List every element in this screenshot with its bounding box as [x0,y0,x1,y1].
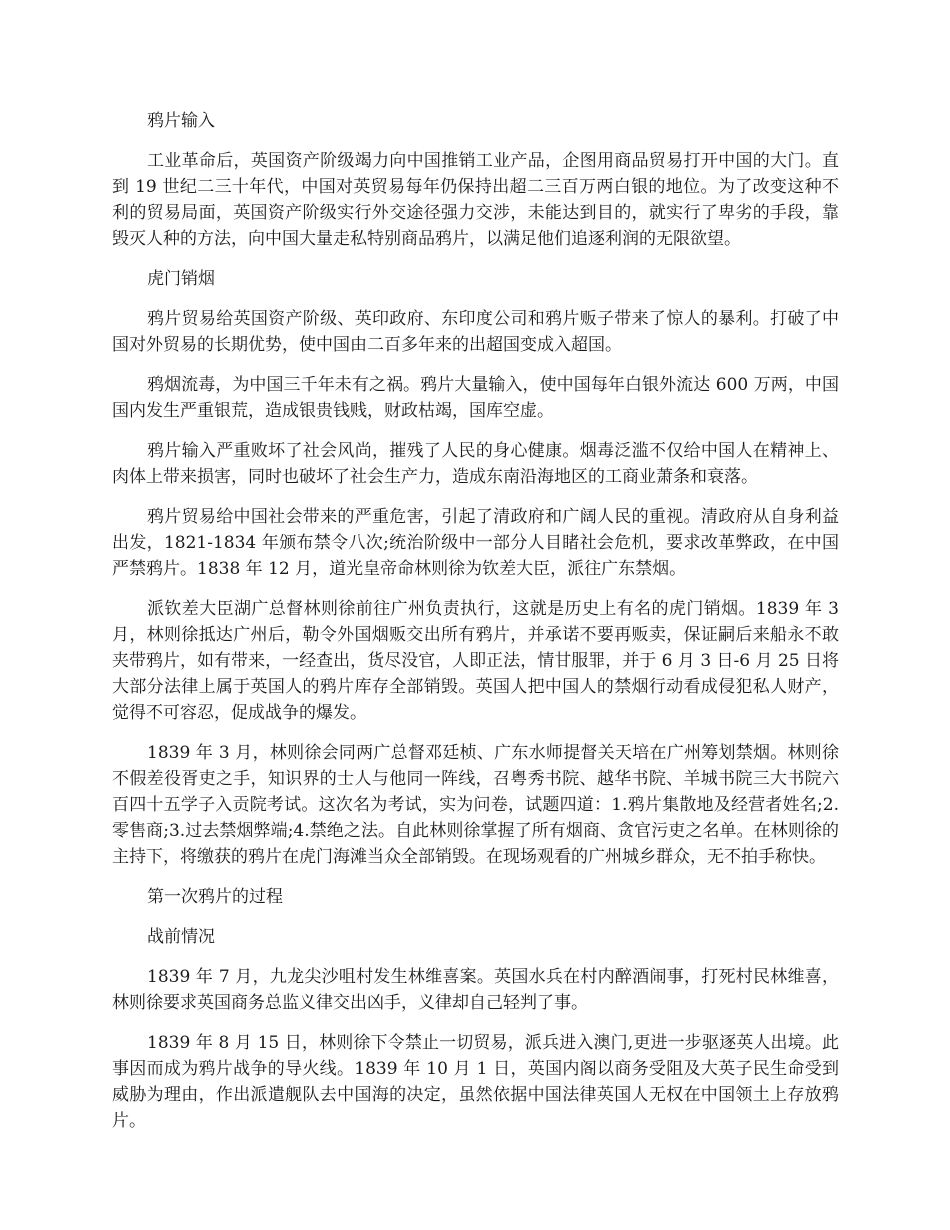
paragraph: 鸦烟流毒，为中国三千年未有之祸。鸦片大量输入，使中国每年白银外流达 600 万两，中国国内发生严重银荒，造成银贵钱贱，财政枯竭，国库空虚。 [112,375,839,421]
paragraph: 工业革命后，英国资产阶级竭力向中国推销工业产品，企图用商品贸易打开中国的大门。直到 19 世纪二三十年代，中国对英贸易每年仍保持出超二三百万两白银的地位。为了改变这种不利的贸易局面，英国资产阶级实行外交途径强力交涉，未能达到目的，就实行了卑劣的手段，靠毁灭人种的方法，向中国大量走私特别商品鸦片，以满足他们追逐利润的无限欲望。 [112,151,839,249]
paragraph: 1839 年 8 月 15 日，林则徐下令禁止一切贸易，派兵进入澳门,更进一步驱逐英人出境。此事因而成为鸦片战争的导火线。1839 年 10 月 1 日，英国内阁以商务受阻及大英子民生命受到威胁为理由，作出派遣舰队去中国海的决定，虽然依据中国法律英国人无权在中国领土上存放鸦片。 [112,1033,839,1131]
document-body [112,108,839,1148]
paragraph: 鸦片贸易给英国资产阶级、英印政府、东印度公司和鸦片贩子带来了惊人的暴利。打破了中国对外贸易的长期优势，使中国由二百多年来的出超国变成入超国。 [112,309,839,355]
paragraph: 1839 年 7 月，九龙尖沙咀村发生林维喜案。英国水兵在村内醉酒闹事，打死村民林维喜，林则徐要求英国商务总监义律交出凶手，义律却自己轻判了事。 [112,967,839,1013]
section-heading-pre-war: 战前情况 [147,927,215,947]
paragraph: 鸦片贸易给中国社会带来的严重危害，引起了清政府和广阔人民的重视。清政府从自身利益出发，1821-1834 年颁布禁令八次;统治阶级中一部分人目睹社会危机，要求改革弊政，在中国严禁鸦片。1838 年 12 月，道光皇帝命林则徐为钦差大臣，派往广东禁烟。 [112,507,839,579]
section-heading-humen: 虎门销烟 [147,269,215,289]
section-heading-opium-import: 鸦片输入 [147,111,215,131]
section-heading-first-opium-war: 第一次鸦片的过程 [147,887,283,907]
paragraph: 1839 年 3 月，林则徐会同两广总督邓廷桢、广东水师提督关天培在广州筹划禁烟。林则徐不假差役胥吏之手，知识界的士人与他同一阵线，召粤秀书院、越华书院、羊城书院三大书院六百四十五学子入贡院考试。这次名为考试，实为问卷，试题四道：1.鸦片集散地及经营者姓名;2.零售商;3.过去禁烟弊端;4.禁绝之法。自此林则徐掌握了所有烟商、贪官污吏之名单。在林则徐的主持下，将缴获的鸦片在虎门海滩当众全部销毁。在现场观看的广州城乡群众，无不拍手称快。 [112,743,839,867]
paragraph: 派钦差大臣湖广总督林则徐前往广州负责执行，这就是历史上有名的虎门销烟。1839 年 3 月，林则徐抵达广州后，勒令外国烟贩交出所有鸦片，并承诺不要再贩卖，保证嗣后来船永不敢夹带鸦片，如有带来，一经查出，货尽没官，人即正法，情甘服罪，并于 6 月 3 日-6 月 25 日将大部分法律上属于英国人的鸦片库存全部销毁。英国人把中国人的禁烟行动看成侵犯私人财产，觉得不可容忍，促成战争的爆发。 [112,599,839,723]
paragraph: 鸦片输入严重败坏了社会风尚，摧残了人民的身心健康。烟毒泛滥不仅给中国人在精神上、肉体上带来损害，同时也破坏了社会生产力，造成东南沿海地区的工商业萧条和衰落。 [112,441,839,487]
